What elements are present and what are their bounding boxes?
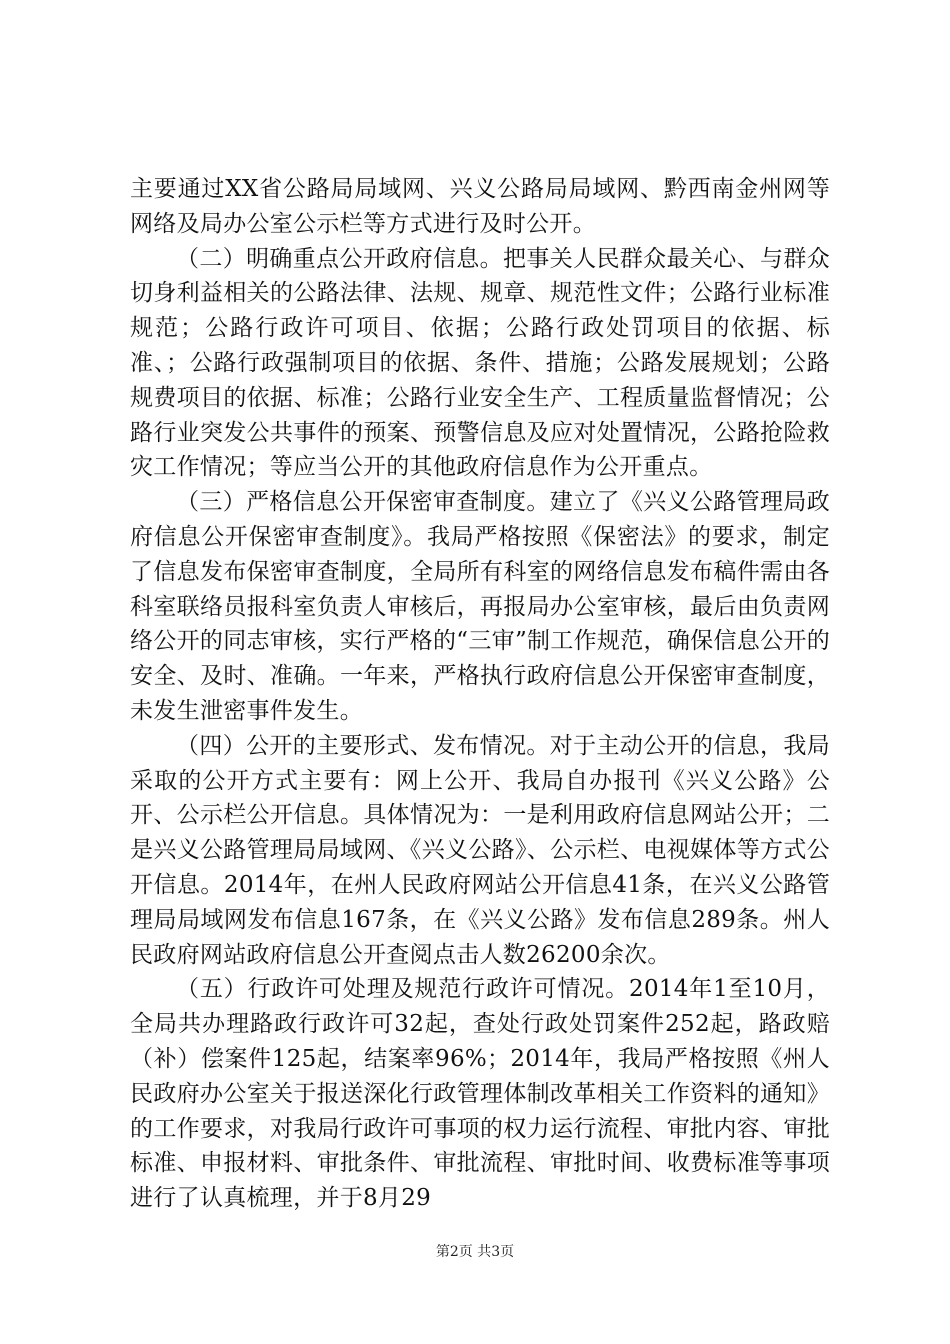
page-footer: 第2页 共3页 — [435, 1244, 515, 1260]
paragraph-continuation: 主要通过XX省公路局局域网、兴义公路局局域网、黔西南金州网等网络及局办公室公示栏等方式进行及时公开。 — [130, 176, 830, 237]
paragraph-disclosure-forms: （四）公开的主要形式、发布情况。对于主动公开的信息，我局采取的公开方式主要有：网上公开、我局自办报刊《兴义公路》公开、公示栏公开信息。具体情况为：一是利用政府信息网站公开；二是兴义公路管理局局域网、《兴义公路》、公示栏、电视媒体等方式公开信息。2014年，在州人民政府网站公开信息41条，在兴义公路管理局局域网发布信息167条，在《兴义公路》发布信息289条。州人民政府网站政府信息公开查阅点击人数26200余次。 — [130, 732, 830, 968]
paragraph-key-disclosure: （二）明确重点公开政府信息。把事关人民群众最关心、与群众切身利益相关的公路法律、法规、规章、规范性文件；公路行业标准规范；公路行政许可项目、依据；公路行政处罚项目的依据、标准、；公路行政强制项目的依据、条件、措施；公路发展规划；公路规费项目的依据、标准；公路行业安全生产、工程质量监督情况；公路行业突发公共事件的预案、预警信息及应对处置情况，公路抢险救灾工作情况；等应当公开的其他政府信息作为公开重点。 — [130, 245, 830, 481]
document-body — [130, 172, 830, 1216]
paragraph-confidentiality-review: （三）严格信息公开保密审查制度。建立了《兴义公路管理局政府信息公开保密审查制度》。我局严格按照《保密法》的要求，制定了信息发布保密审查制度，全局所有科室的网络信息发布稿件需由各科室联络员报科室负责人审核后，再报局办公室审核，最后由负责网络公开的同志审核，实行严格的“三审”制工作规范，确保信息公开的安全、及时、准确。一年来，严格执行政府信息公开保密审查制度，未发生泄密事件发生。 — [130, 489, 830, 724]
paragraph-administrative-licensing: （五）行政许可处理及规范行政许可情况。2014年1至10月，全局共办理路政行政许可32起，查处行政处罚案件252起，路政赔（补）偿案件125起，结案率96%；2014年，我局严格按照《州人民政府办公室关于报送深化行政管理体制改革相关工作资料的通知》的工作要求，对我局行政许可事项的权力运行流程、审批内容、审批标准、申报材料、审批条件、审批流程、审批时间、收费标准等事项进行了认真梳理，并于8月29 — [130, 976, 830, 1212]
